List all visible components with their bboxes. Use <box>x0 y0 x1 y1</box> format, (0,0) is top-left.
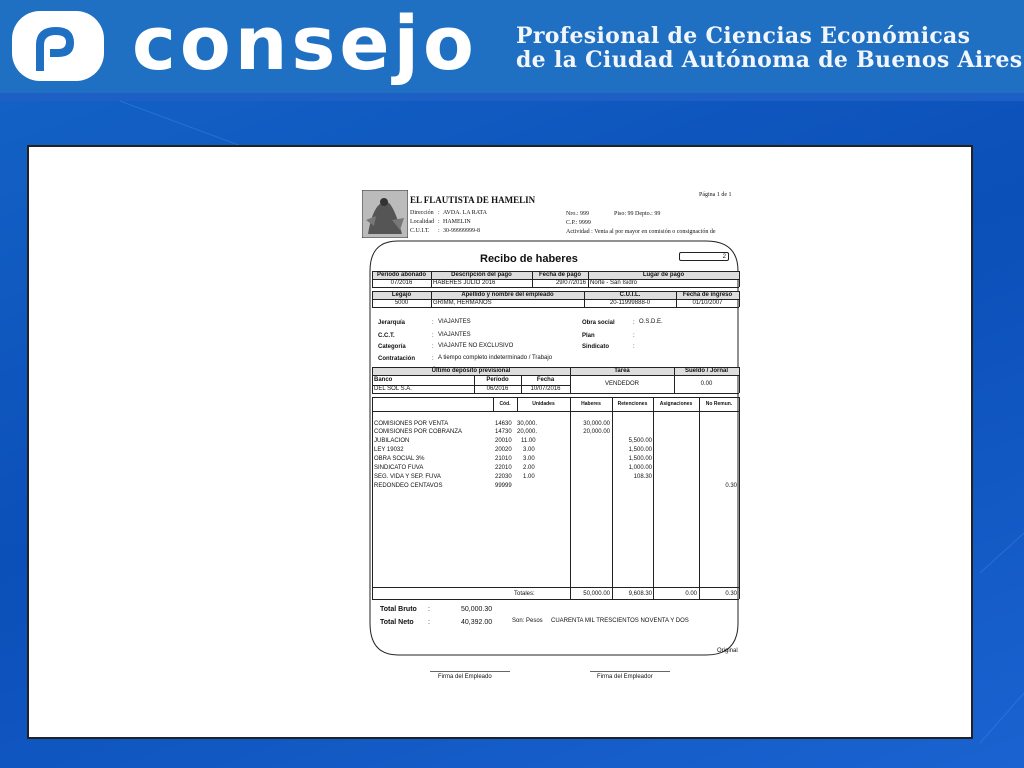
item-retenciones: 108.30 <box>633 474 652 480</box>
item-code: 22030 <box>495 474 512 480</box>
item-retenciones: 1,500.00 <box>628 447 652 453</box>
deposit-col-banco: Banco <box>374 377 393 383</box>
item-code: 20010 <box>495 438 512 444</box>
item-code: 14730 <box>495 429 512 435</box>
company-logo-icon <box>362 190 408 238</box>
cuit-label: C.U.I.T. <box>410 228 430 234</box>
total-neto-value: 40,392.00 <box>461 619 493 626</box>
address-value: AVDA. LA RATA <box>443 210 487 216</box>
nro-text: Nro.: 999 <box>566 211 589 217</box>
total-noremun: 0.30 <box>725 591 737 597</box>
slide-frame <box>27 145 973 739</box>
page-label: Página 1 de 1 <box>699 192 732 198</box>
info-label-sindicato: Sindicato <box>582 344 610 350</box>
tarea-value: VENDEDOR <box>604 381 639 387</box>
company-name: EL FLAUTISTA DE HAMELIN <box>410 195 536 205</box>
son-text: CUARENTA MIL TRESCIENTOS NOVENTA Y DOS <box>551 618 689 624</box>
total-neto-label: Total Neto <box>380 619 414 626</box>
cp-text: C.P.: 9999 <box>566 220 591 226</box>
total-asignaciones: 0.00 <box>685 591 697 597</box>
emp-value-nombre: GRIMM, HERMANOS <box>433 300 492 306</box>
locality-label: Localidad <box>410 219 434 225</box>
receipt-title: Recibo de haberes <box>480 253 578 265</box>
info-value-jerarquia: VIAJANTES <box>438 319 471 325</box>
address-label: Dirección <box>410 210 434 216</box>
info-value-cct: VIAJANTES <box>438 332 471 338</box>
items-header-haberes: Haberes <box>581 401 601 407</box>
item-haberes: 30,000.00 <box>583 421 610 427</box>
deposit-col-periodo: Período <box>486 377 509 383</box>
consejo-logo-icon <box>10 9 106 83</box>
deposit-value-banco: DEL SOL S.A. <box>374 386 412 392</box>
item-concept: LEY 19032 <box>374 447 404 453</box>
pay-value-fecha: 29/07/2016 <box>555 280 586 286</box>
item-code: 22010 <box>495 465 512 471</box>
item-code: 99999 <box>495 483 512 489</box>
info-label-obra-social: Obra social <box>582 320 615 326</box>
item-code: 20020 <box>495 447 512 453</box>
total-bruto-value: 50,000.30 <box>461 606 493 613</box>
locality-value: HAMELIN <box>443 219 471 225</box>
item-units: 3.00 <box>523 447 535 453</box>
emp-value-legajo: 5000 <box>394 300 409 306</box>
info-label-jerarquia: Jerarquía <box>378 320 406 326</box>
signature-employer: Firma del Empleador <box>597 674 653 680</box>
info-value-obra-social: O.S.D.E. <box>639 319 663 325</box>
emp-header-cuil: C.U.I.L. <box>619 292 641 298</box>
pay-header-periodo: Período abonado <box>376 272 426 278</box>
emp-header-ingreso: Fecha de ingreso <box>682 292 733 298</box>
info-label-cct: C.C.T. <box>378 333 395 339</box>
items-header-asignaciones: Asignaciones <box>659 401 693 407</box>
pay-header-lugar: Lugar de pago <box>642 272 685 278</box>
emp-value-cuil: 20-11999888-0 <box>609 300 651 306</box>
payslip-document: EL FLAUTISTA DE HAMELIN Página 1 de 1 Dirección : AVDA. LA RATA Localidad : HAMELIN C.U.I.T. : 30-99999999-8 Nro.: 999 Piso: 99 Depto.: 99 C.P.: 9999 Actividad : Venta al por mayor en comisión o consignación de Recibo de haberes 2 Período abonado Descripción del pago Fecha de pago Lugar de pago 07/2016 HABERES JULIO 2016 29/07/2016 Norte - San Isidro Legajo Apellido y nombre del empleado C.U.I.L. Fecha de ingreso 5000 GRIMM, HERMANOS 20-11999888-0 01/10/2007 Jerarquía : VIAJANTES C.C.T. : VIAJANTES Categoría : VIAJANTE NO EXCLUSIVO Contratación : A tiempo completo indeterminado / Trabajo Obra social : O.S.D.E. Plan : Sindicato : Último depósito previsional Tarea Sueldo / Jornal Banco Período Fecha DEL SOL S.A. 06/2016 10/07/2016 VENDEDOR 0.00 Cód. Unidades Haberes Retenciones Asignaciones No Remun. COMISIONES POR VENTA 14630 30,000. 30,000.00 COMISIONES POR COBRANZA 14730 20,000. 20,000.00 JUBILACION 20010 11.00 5,500.00 LEY 19032 20020 3.00 1,500.00 OBRA SOCIAL 3% 21010 3.00 1,500.00 SINDICATO FUVA 22010 2.00 1,000.00 SEG. VIDA Y SEP. FUVA 22030 1.00 108.30 REDONDEO CENTAVOS 99999 0.30 Totales: 50,000.00 9,608.30 0.00 0.30 Total Bruto : 50,000.30 Total Neto : 40,392.00 Son: Pesos CUARENTA MIL TRESCIENTOS NOVENTA Y DOS Original Firma del Empleado Firma del Empleador <box>362 187 742 727</box>
item-retenciones: 1,500.00 <box>628 456 652 462</box>
item-concept: JUBILACION <box>374 438 410 444</box>
pay-header-fecha: Fecha de pago <box>538 272 581 278</box>
item-retenciones: 1,000.00 <box>628 465 652 471</box>
actividad-text: Actividad : Venta al por mayor en comisión o consignación de <box>566 229 716 235</box>
item-concept: REDONDEO CENTAVOS <box>374 483 443 489</box>
tarea-header: Tarea <box>614 368 630 374</box>
item-units: 3.00 <box>523 456 535 462</box>
item-code: 21010 <box>495 456 512 462</box>
info-value-contratacion: A tiempo completo indeterminado / Trabajo <box>438 355 553 361</box>
pay-value-descripcion: HABERES JULIO 2016 <box>433 280 496 286</box>
emp-header-legajo: Legajo <box>391 292 412 298</box>
original-label: Original <box>717 648 738 654</box>
tagline-line-1: Profesional de Ciencias Económicas <box>516 23 971 49</box>
emp-header-nombre: Apellido y nombre del empleado <box>461 292 554 298</box>
item-concept: SEG. VIDA Y SEP. FUVA <box>374 474 441 480</box>
item-concept: COMISIONES POR VENTA <box>374 421 449 427</box>
item-units: 20,000. <box>517 429 538 435</box>
item-haberes: 20,000.00 <box>583 429 610 435</box>
sueldo-header: Sueldo / Jornal <box>684 368 728 374</box>
pay-value-lugar: Norte - San Isidro <box>590 280 638 286</box>
header-banner <box>0 0 1024 93</box>
info-label-contratacion: Contratación <box>378 356 416 362</box>
piso-text: Piso: 99 Depto.: 99 <box>614 211 661 217</box>
totales-label: Totales: <box>514 591 535 597</box>
total-bruto-label: Total Bruto <box>380 606 417 613</box>
item-units: 1.00 <box>523 474 535 480</box>
item-retenciones: 5,500.00 <box>628 438 652 444</box>
receipt-number: 2 <box>679 252 729 261</box>
items-header-noremun: No Remun. <box>705 401 733 407</box>
item-units: 30,000. <box>517 421 538 427</box>
info-label-categoria: Categoría <box>378 344 406 350</box>
cuit-value: 30-99999999-8 <box>443 228 480 234</box>
item-code: 14630 <box>495 421 512 427</box>
brand-wordmark: consejo <box>132 1 478 87</box>
items-header-unidades: Unidades <box>532 401 555 407</box>
item-units: 2.00 <box>523 465 535 471</box>
emp-value-ingreso: 01/10/2007 <box>692 300 723 306</box>
pay-header-descripcion: Descripción del pago <box>451 272 512 278</box>
brand-tagline <box>516 24 1022 72</box>
info-label-plan: Plan <box>582 333 595 339</box>
items-header-cod: Cód. <box>499 401 511 407</box>
item-concept: COMISIONES POR COBRANZA <box>374 429 463 435</box>
info-value-categoria: VIAJANTE NO EXCLUSIVO <box>438 343 514 349</box>
total-haberes: 50,000.00 <box>583 591 610 597</box>
signature-employee: Firma del Empleado <box>438 674 492 680</box>
son-label: Son: Pesos <box>512 618 543 624</box>
items-header-retenciones: Retenciones <box>617 401 648 407</box>
total-retenciones: 9,608.30 <box>628 591 652 597</box>
item-concept: SINDICATO FUVA <box>374 465 424 471</box>
deposit-col-fecha: Fecha <box>536 377 555 383</box>
deposit-value-periodo: 06/2016 <box>486 386 509 392</box>
pay-value-periodo: 07/2016 <box>390 280 413 286</box>
tagline-line-2: de la Ciudad Autónoma de Buenos Aires <box>516 47 1023 73</box>
item-noremun: 0.30 <box>725 483 737 489</box>
deposit-value-fecha: 10/07/2016 <box>530 386 561 392</box>
deposit-header: Último depósito previsional <box>431 368 511 374</box>
item-concept: OBRA SOCIAL 3% <box>374 456 425 462</box>
item-units: 11.00 <box>521 438 536 444</box>
sueldo-value: 0.00 <box>700 381 713 387</box>
